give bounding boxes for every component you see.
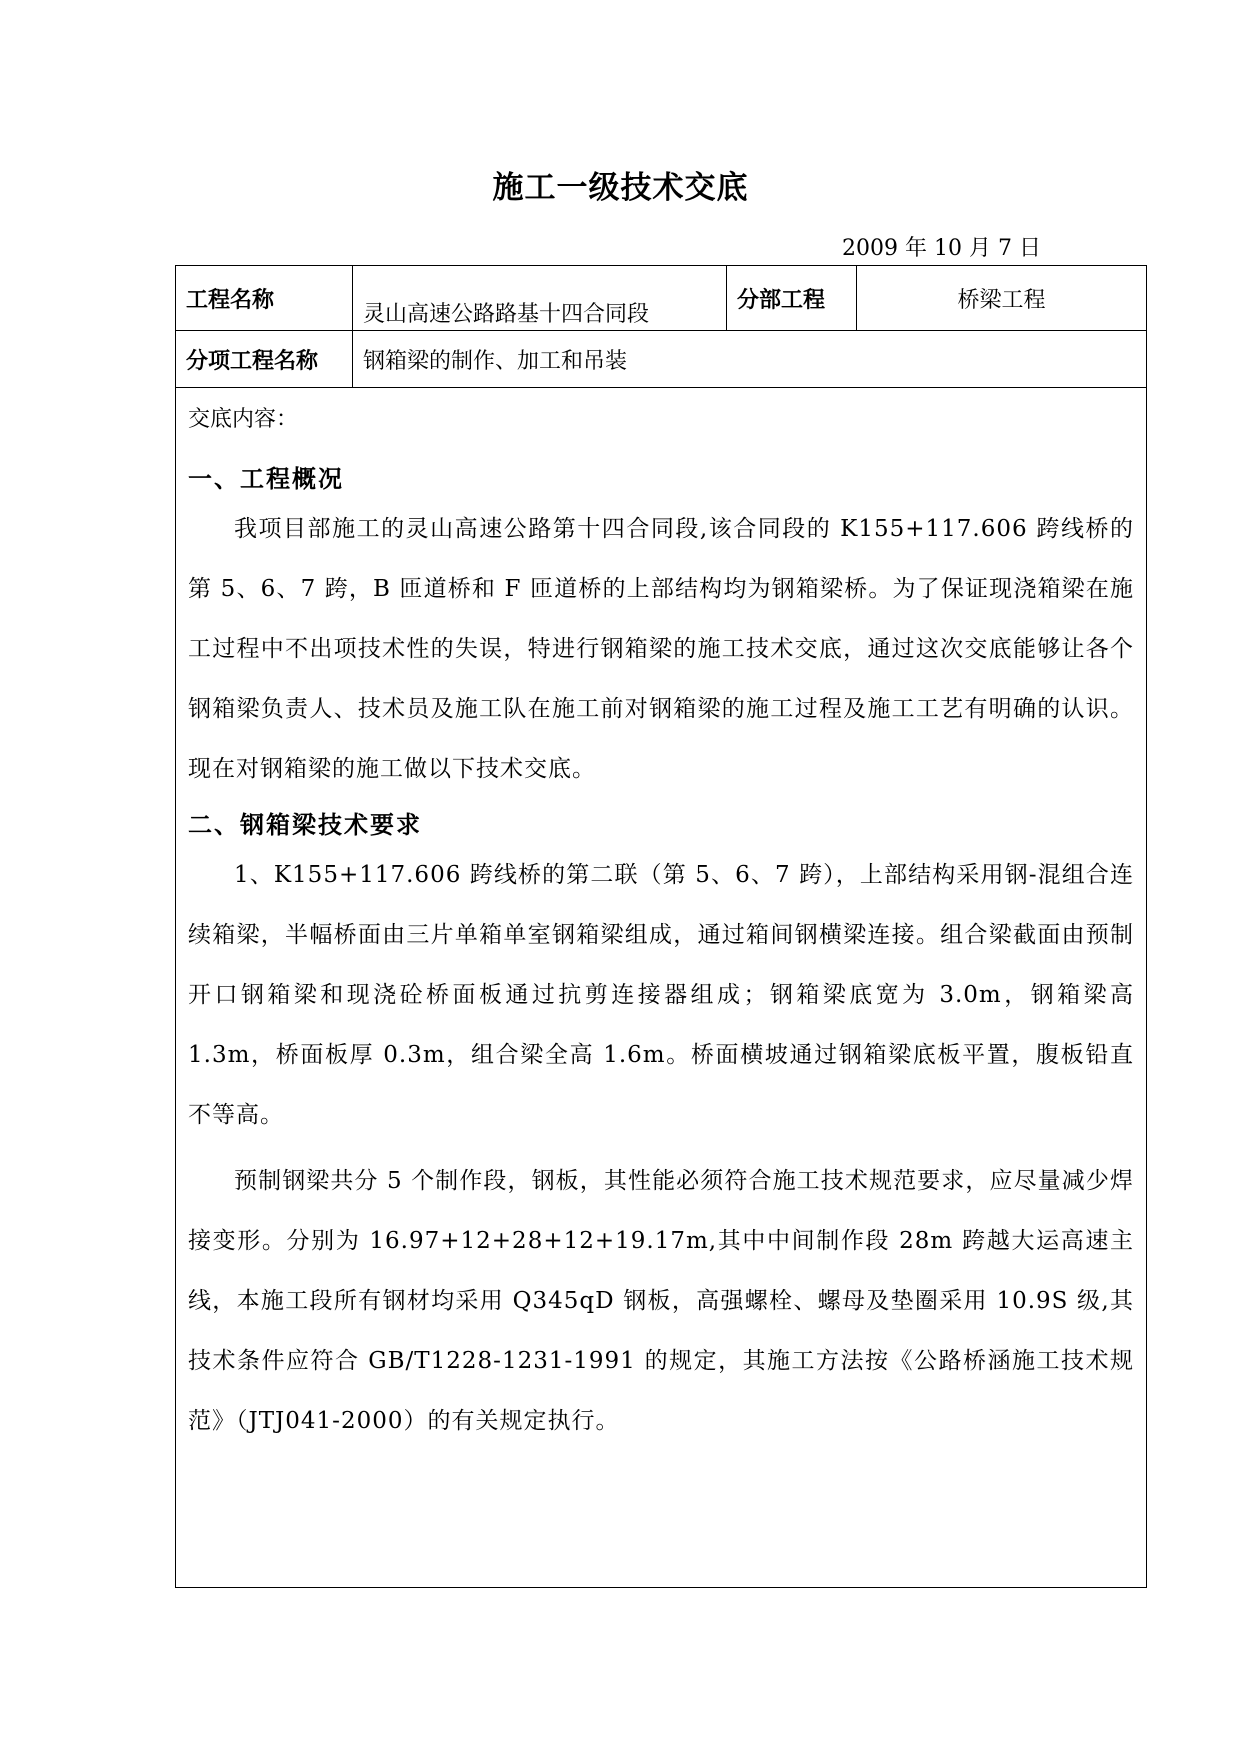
content-cell [176, 388, 1147, 1588]
division-label: 分部工程 [727, 266, 857, 331]
project-name-value: 灵山高速公路路基十四合同段 [353, 266, 727, 331]
document-date: 2009 年 10 月 7 日 [842, 236, 1041, 261]
project-name-label: 工程名称 [176, 266, 353, 331]
page-title: 施工一级技术交底 [492, 170, 749, 206]
section-paragraph: 预制钢梁共分 5 个制作段，钢板，其性能必须符合施工技术规范要求，应尽量减少焊接变形。分别为 16.97+12+28+12+19.17m,其中中间制作段 28m 跨越大运高速主线，本施工段所有钢材均采用 Q345qD 钢板，高强螺栓、螺母及垫圈采用 10.9S 级,其技术条件应符合 GB/T1228-1231-1991 的规定，其施工方法按《公路桥涵施工技术规范》（JTJ041-2000）的有关规定执行。 [188, 1168, 1134, 1434]
disclosure-form-table [175, 265, 1147, 1588]
section-heading: 二、钢箱梁技术要求 [188, 811, 422, 839]
section-paragraph: 我项目部施工的灵山高速公路第十四合同段,该合同段的 K155+117.606 跨线桥的第 5、6、7 跨，B 匝道桥和 F 匝道桥的上部结构均为钢箱梁桥。为了保证现浇箱梁在施工过程中不出项技术性的失误，特进行钢箱梁的施工技术交底，通过这次交底能够让各个钢箱梁负责人、技术员及施工队在施工前对钢箱梁的施工过程及施工工艺有明确的认识。现在对钢箱梁的施工做以下技术交底。 [188, 516, 1134, 782]
content-label: 交底内容： [188, 407, 299, 432]
subitem-value: 钢箱梁的制作、加工和吊装 [353, 331, 1147, 388]
section-overview [188, 459, 1134, 799]
section-heading: 一、工程概况 [188, 465, 344, 493]
project-info-row [176, 266, 1147, 331]
content-row [176, 388, 1147, 1588]
section-requirements [188, 805, 1134, 1451]
subitem-label: 分项工程名称 [176, 331, 353, 388]
division-value: 桥梁工程 [857, 266, 1147, 331]
subitem-row [176, 331, 1147, 388]
section-paragraph: 1、K155+117.606 跨线桥的第二联（第 5、6、7 跨），上部结构采用钢-混组合连续箱梁，半幅桥面由三片单箱单室钢箱梁组成，通过箱间钢横梁连接。组合梁截面由预制开口钢箱梁和现浇砼桥面板通过抗剪连接器组成；钢箱梁底宽为 3.0m，钢箱梁高 1.3m，桥面板厚 0.3m，组合梁全高 1.6m。桥面横坡通过钢箱梁底板平置，腹板铅直不等高。 [188, 862, 1134, 1128]
